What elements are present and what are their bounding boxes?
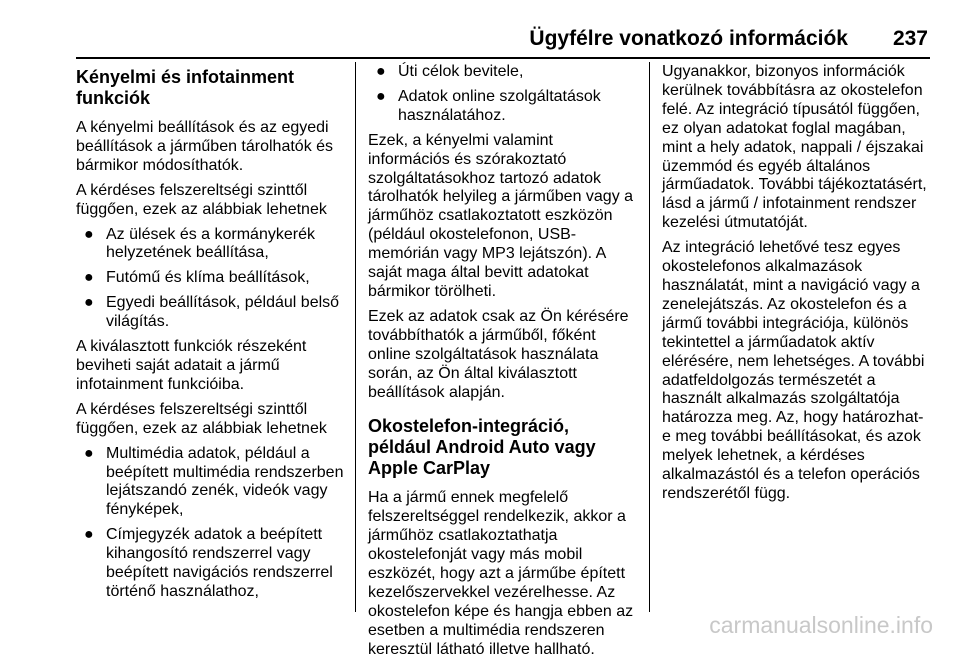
list-item-text: Az ülések és a kormánykerék helyzetének beállítása, (106, 225, 315, 262)
column-3 (662, 63, 930, 510)
column-divider-1 (355, 62, 356, 612)
column-divider-2 (649, 62, 650, 612)
bullet-icon: ● (84, 269, 94, 287)
section-heading-smartphone: Okostelefon-integráció, például Android Auto vagy Apple CarPlay (368, 416, 596, 479)
page-header-title: Ügyfélre vonatkozó információk (529, 27, 848, 50)
list-item (368, 88, 636, 126)
paragraph: A kényelmi beállítások és az egyedi beállítások a járműben tárolhatók és bármikor módosíthatók. (76, 119, 334, 174)
paragraph: A kiválasztott funkciók részeként beviheti saját adatait a jármű infotainment funkcióiba. (76, 338, 307, 393)
bullet-list (76, 226, 344, 333)
header-rule (76, 57, 930, 59)
list-item-text: Úti célok bevitele, (398, 63, 524, 80)
bullet-icon: ● (376, 63, 386, 80)
column-1 (76, 63, 344, 608)
paragraph: Ezek az adatok csak az Ön kérésére továbbíthatók a járműből, főként online szolgáltatások használata során, az Ön által kiválasztott beállítások alapján. (368, 307, 629, 401)
list-item-text: Egyedi beállítások, például belső világítás. (106, 294, 340, 331)
list-item (76, 226, 344, 264)
list-item (76, 445, 344, 521)
section-heading-comfort: Kényelmi és infotainment funkciók (76, 67, 295, 108)
bullet-list (368, 63, 636, 126)
list-item (76, 526, 344, 602)
bullet-icon: ● (84, 294, 94, 312)
list-item (76, 294, 344, 332)
list-item-text: Futómű és klíma beállítások, (106, 269, 310, 287)
bullet-icon: ● (376, 87, 386, 105)
list-item (368, 63, 636, 82)
column-2 (368, 63, 636, 666)
paragraph: Ugyanakkor, bizonyos információk kerülnek továbbításra az okostelefon felé. Az integráció típusától függően, ez olyan adatokat foglal magában, mint a hely adatok, nappali / éjszakai üzemmód és egyéb általános járműadatok. További tájékoztatásért, lásd a jármű / infotainment rendszer kezelési útmutatóját. (662, 63, 927, 232)
watermark: carmanualsonline.info (709, 612, 933, 638)
paragraph: Az integráció lehetővé tesz egyes okostelefonos alkalmazások használatát, mint a navigáció vagy a zenelejátszás. Az okostelefon és a jármű további integrációja, különös tekintettel a járműadatok aktív elérésére, nem lehetséges. A további adatfeldolgozás természetét a használt alkalmazás szolgáltatója határozza meg. Az, hogy határozhat-e meg további beállításokat, és azok melyek lehetnek, a kérdéses alkalmazástól és a telefon operációs rendszerétől függ. (662, 239, 925, 502)
bullet-icon: ● (84, 526, 94, 544)
bullet-icon: ● (84, 225, 94, 243)
page-number: 237 (892, 27, 928, 50)
bullet-list (76, 445, 344, 602)
paragraph: A kérdéses felszereltségi szinttől függően, ezek az alábbiak lehetnek (76, 181, 327, 218)
paragraph: Ha a jármű ennek megfelelő felszereltséggel rendelkezik, akkor a járműhöz csatlakoztathatja okostelefonját vagy más mobil eszközét, hogy azt a járműbe épített kezelőszervekkel vezérelhesse. Az okostelefon képe és hangja ebben az esetben a multimédia rendszeren keresztül látható illetve hallható. (368, 489, 634, 658)
list-item (76, 269, 344, 288)
paragraph: Ezek, a kényelmi valamint információs és szórakoztató szolgáltatásokhoz tartozó adatok tárolhatók helyileg a járműben vagy a járműhöz csatlakoztatott eszközön (például okostelefonon, USB-memórián vagy MP3 lejátszón). A saját maga által bevitt adatokat bármikor törölheti. (368, 131, 634, 300)
list-item-text: Címjegyzék adatok a beépített kihangosító rendszerrel vagy beépített navigációs rendszerrel történő használathoz, (106, 526, 333, 600)
list-item-text: Multimédia adatok, például a beépített multimédia rendszerben lejátszandó zenék, videók vagy fényképek, (106, 444, 344, 519)
bullet-icon: ● (84, 444, 94, 462)
list-item-text: Adatok online szolgáltatások használatához. (398, 87, 601, 124)
paragraph: A kérdéses felszereltségi szinttől függően, ezek az alábbiak lehetnek (76, 400, 327, 437)
